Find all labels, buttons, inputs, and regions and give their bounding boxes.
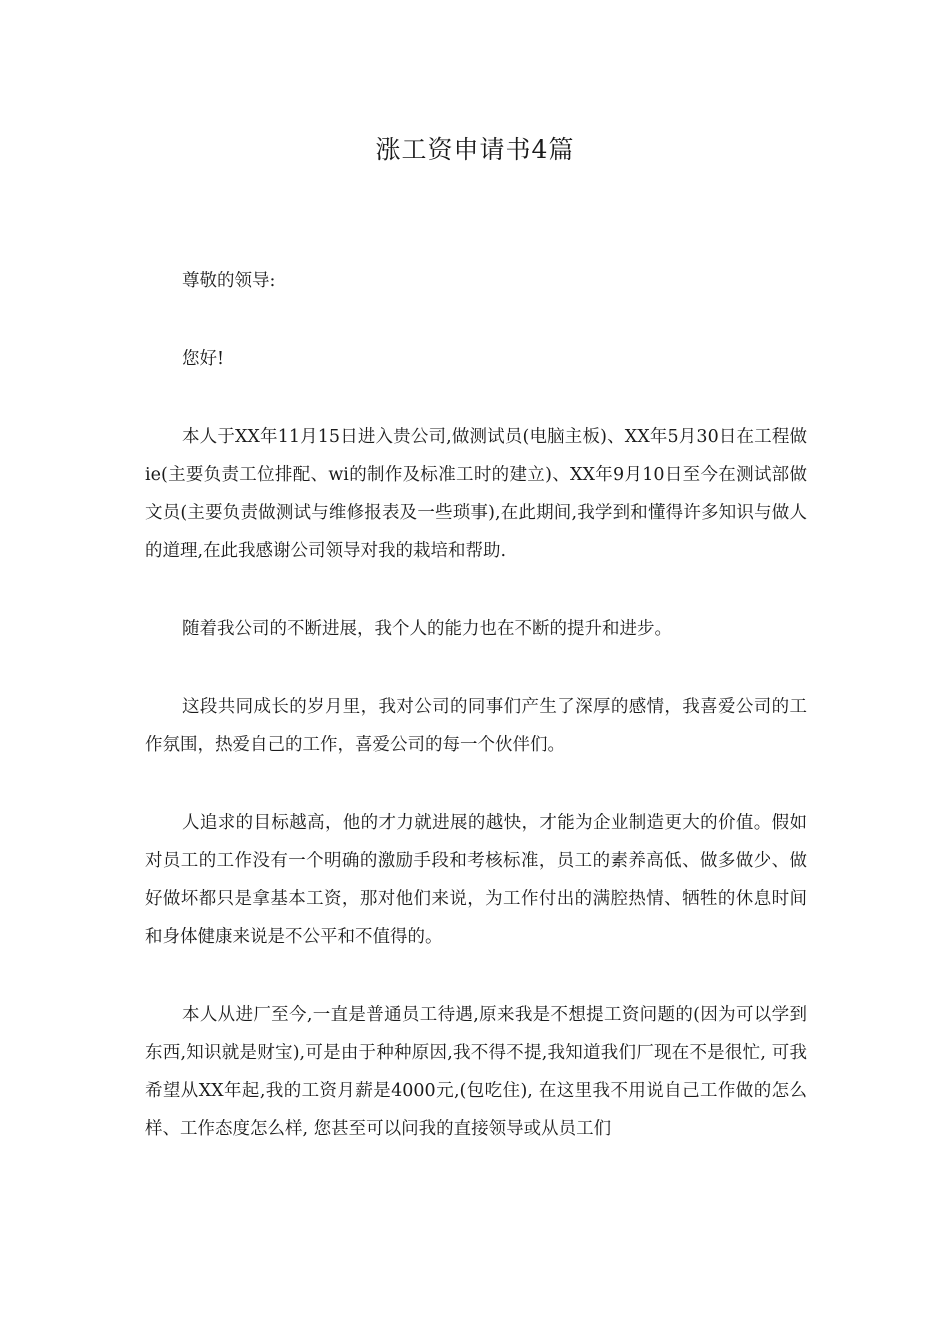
document-title: 涨工资申请书4篇 bbox=[375, 135, 575, 164]
paragraph-company-growth: 随着我公司的不断进展，我个人的能力也在不断的提升和进步。 bbox=[182, 619, 672, 639]
paragraph-employment-history: 本人于XX年11月15日进入贵公司,做测试员(电脑主板)、XX年5月30日在工程做ie(主要负责工位排配、wi的制作及标准工时的建立)、XX年9月10日至今在测试部做文员(主要负责做测试与维修报表及一些琐事),在此期间,我学到和懂得许多知识与做人的道理,在此我感谢公司领导对我的栽培和帮助. bbox=[145, 427, 807, 561]
paragraph-salary-request: 本人从进厂至今,一直是普通员工待遇,原来我是不想提工资问题的(因为可以学到东西,知识就是财宝),可是由于种种原因,我不得不提,我知道我们厂现在不是很忙, 可我希望从XX年起,我的工资月薪是4000元,(包吃住), 在这里我不用说自己工作做的怎么样、工作态度怎么样, 您甚至可以问我的直接领导或从员工们 bbox=[145, 1005, 807, 1139]
paragraph-incentives: 人追求的目标越高，他的才力就进展的越快，才能为企业制造更大的价值。假如对员工的工作没有一个明确的激励手段和考核标准，员工的素养高低、做多做少、做好做坏都只是拿基本工资，那对他们来说，为工作付出的满腔热情、牺牲的休息时间和身体健康来说是不公平和不值得的。 bbox=[145, 813, 807, 947]
paragraph-colleagues: 这段共同成长的岁月里，我对公司的同事们产生了深厚的感情，我喜爱公司的工作氛围，热爱自己的工作，喜爱公司的每一个伙伴们。 bbox=[145, 697, 807, 755]
salutation: 尊敬的领导: bbox=[182, 271, 276, 291]
greeting: 您好! bbox=[182, 349, 225, 369]
document-body bbox=[145, 262, 807, 1188]
